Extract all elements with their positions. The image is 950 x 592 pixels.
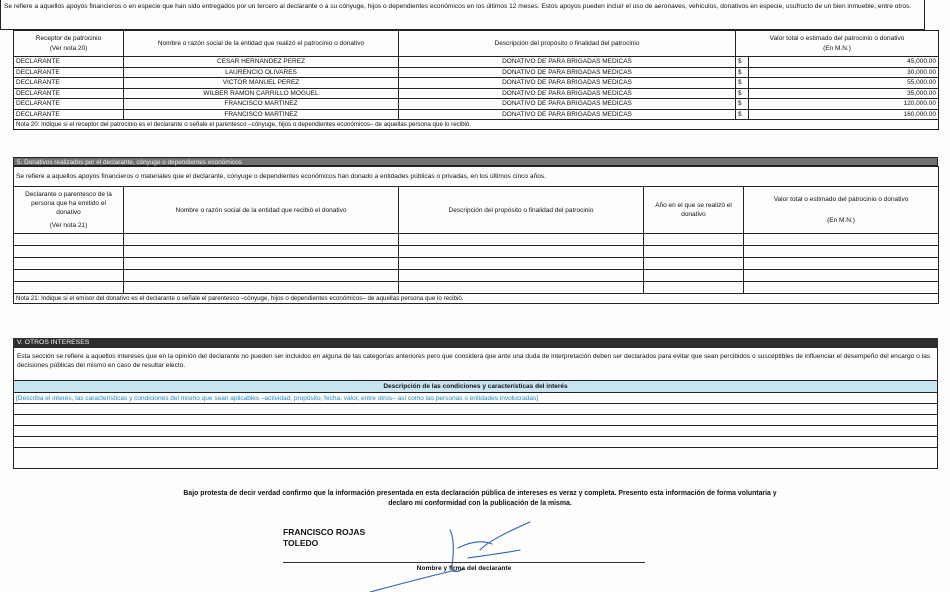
sponsorship-intro-text: Se refiere a aquellos apoyos financieros o en especie que han sido entregados por un tercero al declarante o a su cónyuge, hijos o dependientes económicos en los últimos 12 meses. Estos apoyos pueden incluir el uso de aeronaves, vehículos, donativos en especie, usufructo de un bien inmueble, entre otros. xyxy=(4,3,912,10)
sponsorship-row xyxy=(14,88,939,99)
value-header-currency: (En M.N.) xyxy=(823,44,851,52)
donation-empty-row xyxy=(14,258,939,270)
amount-cell: 55,000.00 xyxy=(749,78,939,89)
value-header xyxy=(736,31,939,57)
sponsorship-row xyxy=(14,57,939,68)
donations-note-row xyxy=(14,294,939,304)
other-interests-empty-cell[interactable] xyxy=(14,437,938,448)
recipient-cell: DECLARANTE xyxy=(14,109,124,120)
sponsorship-header-row xyxy=(14,31,939,57)
signature xyxy=(330,510,590,592)
sponsorship-table xyxy=(13,30,939,130)
signature-label: Nombre y firma del declarante xyxy=(416,565,512,572)
purpose-cell: DONATIVO DE PARA BRIGADAS MEDICAS xyxy=(399,57,736,68)
donations-note: Nota 21: Indique si el emisor del donativo es el declarante o señale el parentesco –cónyuge, hijos o dependientes económicos– de aquellas persona que lo recibió. xyxy=(14,294,939,304)
recipient-cell: DECLARANTE xyxy=(14,99,124,110)
donation-empty-cell[interactable] xyxy=(399,282,644,294)
donation-empty-cell[interactable] xyxy=(399,270,644,282)
recipient-cell: DECLARANTE xyxy=(14,57,124,68)
recipient-header xyxy=(14,31,124,57)
sponsorship-note-row xyxy=(14,120,939,130)
currency-symbol-cell: $ xyxy=(736,99,749,110)
amount-cell: 120,000.00 xyxy=(749,99,939,110)
donation-empty-cell[interactable] xyxy=(399,234,644,246)
donation-empty-cell[interactable] xyxy=(124,246,399,258)
recipient-cell: DECLARANTE xyxy=(14,88,124,99)
sponsorship-row xyxy=(14,109,939,120)
declarant-name-line2: TOLEDO xyxy=(283,538,319,548)
currency-symbol-cell: $ xyxy=(736,78,749,89)
other-interests-empty-row xyxy=(14,426,938,437)
sponsorship-rows xyxy=(14,57,939,120)
donation-value-header-label: Valor total o estimado del patrocinio o donativo xyxy=(773,196,909,203)
currency-symbol-cell: $ xyxy=(736,67,749,78)
donation-value-header-currency: (En M.N.) xyxy=(827,217,855,224)
other-interests-title xyxy=(13,338,938,348)
declaration-statement-line2: declaro mi conformidad con la publicación de la misma. xyxy=(388,500,572,507)
purpose-cell: DONATIVO DE PARA BRIGADAS MEDICAS xyxy=(399,88,736,99)
donation-empty-cell[interactable] xyxy=(124,258,399,270)
donation-value-header xyxy=(744,187,939,234)
donation-empty-cell[interactable] xyxy=(744,282,939,294)
purpose-cell: DONATIVO DE PARA BRIGADAS MEDICAS xyxy=(399,99,736,110)
entity-cell: CESAR HERNANDEZ PEREZ xyxy=(124,57,399,68)
entity-cell: WILBER RAMON CARRILLO MOGUEL xyxy=(124,88,399,99)
purpose-cell: DONATIVO DE PARA BRIGADAS MEDICAS xyxy=(399,67,736,78)
other-interests-empty-cell[interactable] xyxy=(14,415,938,426)
donations-intro: Se refiere a aquellos apoyos financieros o materiales que el declarante, cónyuge o dependientes económicos han donado a entidades públicas o privadas, en los últimos cinco años. xyxy=(14,167,939,187)
sponsorship-row xyxy=(14,78,939,89)
other-interests-table xyxy=(13,380,938,448)
value-header-label: Valor total o estimado del patrocinio o donativo xyxy=(769,34,905,42)
sponsorship-intro xyxy=(0,0,925,30)
sponsorship-row xyxy=(14,67,939,78)
currency-symbol-cell: $ xyxy=(736,109,749,120)
other-interests-intro-text: Esta sección se refiere a aquellos intereses que en la opinión del declarante no pueden ser incluidos en alguna de las categorías anteriores pero que considera que ante una duda de interpretación deben ser declarados para evitar que sean percibidos o susceptibles de influenciar el desempeño del encargo o las decisiones públicas del mismo en caso de resultar electo. xyxy=(17,353,931,369)
donation-purpose-header: Descripción del propósito o finalidad del patrocinio xyxy=(399,187,644,234)
entity-cell: LAURENCIO OLIVARES xyxy=(124,67,399,78)
donations-empty-rows xyxy=(14,234,939,294)
purpose-cell: DONATIVO DE PARA BRIGADAS MEDICAS xyxy=(399,78,736,89)
donations-title-text: 5. Donativos realizados por el declarante, cónyuge o dependientes económicos xyxy=(17,159,242,166)
donation-year-header: Año en el que se realizó el donativo xyxy=(644,187,744,234)
recipient-cell: DECLARANTE xyxy=(14,78,124,89)
purpose-header: Descripción del propósito o finalidad del patrocinio xyxy=(399,31,736,57)
donation-empty-cell[interactable] xyxy=(14,282,124,294)
other-interests-title-text: V. OTROS INTERESES xyxy=(17,339,90,346)
amount-cell: 30,000.00 xyxy=(749,67,939,78)
donation-empty-cell[interactable] xyxy=(124,270,399,282)
donor-header-line3: donativo xyxy=(56,209,81,216)
currency-symbol-cell: $ xyxy=(736,88,749,99)
donor-header-line2: persona que ha emitido el xyxy=(31,200,106,207)
donor-header-note: (Ver nota 21) xyxy=(49,222,88,229)
donation-empty-cell[interactable] xyxy=(644,246,744,258)
donation-empty-cell[interactable] xyxy=(14,258,124,270)
donation-empty-cell[interactable] xyxy=(744,270,939,282)
other-interests-header-row xyxy=(14,381,938,393)
donation-empty-row xyxy=(14,270,939,282)
other-interests-intro xyxy=(14,352,932,370)
donation-empty-cell[interactable] xyxy=(644,282,744,294)
recipient-header-note: (Ver nota 20) xyxy=(49,44,88,52)
currency-symbol-cell: $ xyxy=(736,57,749,68)
declarant-name-line1: FRANCISCO ROJAS xyxy=(283,527,366,537)
donation-empty-cell[interactable] xyxy=(644,258,744,270)
other-interests-placeholder[interactable]: [Describa el interés, las características y condiciones del mismo que sean aplicables –actividad, propósito, fecha, valor, entre otros– así como las personas o entidades involucradas] xyxy=(14,393,938,404)
donations-section-title xyxy=(13,157,938,166)
sponsorship-row xyxy=(14,99,939,110)
signature-line xyxy=(283,562,645,563)
other-interests-empty-row xyxy=(14,404,938,415)
donations-header-row xyxy=(14,187,939,234)
donation-empty-cell[interactable] xyxy=(14,234,124,246)
donation-empty-cell[interactable] xyxy=(14,246,124,258)
other-interests-empty-cell[interactable] xyxy=(14,404,938,415)
other-interests-empty-row xyxy=(14,415,938,426)
declaration-statement xyxy=(100,489,860,509)
donation-empty-cell[interactable] xyxy=(744,258,939,270)
amount-cell: 45,000.00 xyxy=(749,57,939,68)
donation-empty-row xyxy=(14,234,939,246)
other-interests-empty-rows xyxy=(14,404,938,448)
purpose-cell: DONATIVO DE PARA BRIGADAS MEDICAS xyxy=(399,109,736,120)
donation-empty-row xyxy=(14,246,939,258)
amount-cell: 160,000.00 xyxy=(749,109,939,120)
donation-empty-cell[interactable] xyxy=(14,270,124,282)
donation-empty-cell[interactable] xyxy=(124,282,399,294)
donation-empty-row xyxy=(14,282,939,294)
donation-empty-cell[interactable] xyxy=(644,234,744,246)
donation-empty-cell[interactable] xyxy=(399,246,644,258)
donations-table xyxy=(13,166,939,304)
other-interests-header: Descripción de las condiciones y características del interés xyxy=(14,381,938,393)
donor-header-line1: Declarante o parentesco de la xyxy=(25,191,112,198)
donations-intro-row xyxy=(14,167,939,187)
donation-empty-cell[interactable] xyxy=(124,234,399,246)
other-interests-empty-cell[interactable] xyxy=(14,426,938,437)
other-interests-placeholder-row xyxy=(14,393,938,404)
donation-empty-cell[interactable] xyxy=(744,234,939,246)
entity-cell: FRANCISCO MARTINEZ xyxy=(124,109,399,120)
recipient-header-label: Receptor de patrocinio xyxy=(35,34,102,42)
entity-header: Nombre o razón social de la entidad que realizó el patrocinio o donativo xyxy=(124,31,399,57)
recipient-cell: DECLARANTE xyxy=(14,67,124,78)
other-interests-empty-row xyxy=(14,437,938,448)
donation-entity-header: Nombre o razón social de la entidad que recibió el donativo xyxy=(124,187,399,234)
donation-empty-cell[interactable] xyxy=(644,270,744,282)
amount-cell: 35,000.00 xyxy=(749,88,939,99)
donation-empty-cell[interactable] xyxy=(744,246,939,258)
entity-cell: VICTOR MANUEL PEREZ xyxy=(124,78,399,89)
donation-empty-cell[interactable] xyxy=(399,258,644,270)
declaration-statement-line1: Bajo protesta de decir verdad confirmo que la información presentada en esta declaración pública de intereses es veraz y completa. Presento esta información de forma voluntaria y xyxy=(183,490,777,497)
sponsorship-note: Nota 20: Indique si el receptor del patrocinio es el declarante o señale el parentesco –cónyuge, hijos o dependientes económicos– de aquellas persona que lo recibió. xyxy=(14,120,939,130)
donor-header xyxy=(14,187,124,234)
entity-cell: FRANCISCO MARTINEZ xyxy=(124,99,399,110)
